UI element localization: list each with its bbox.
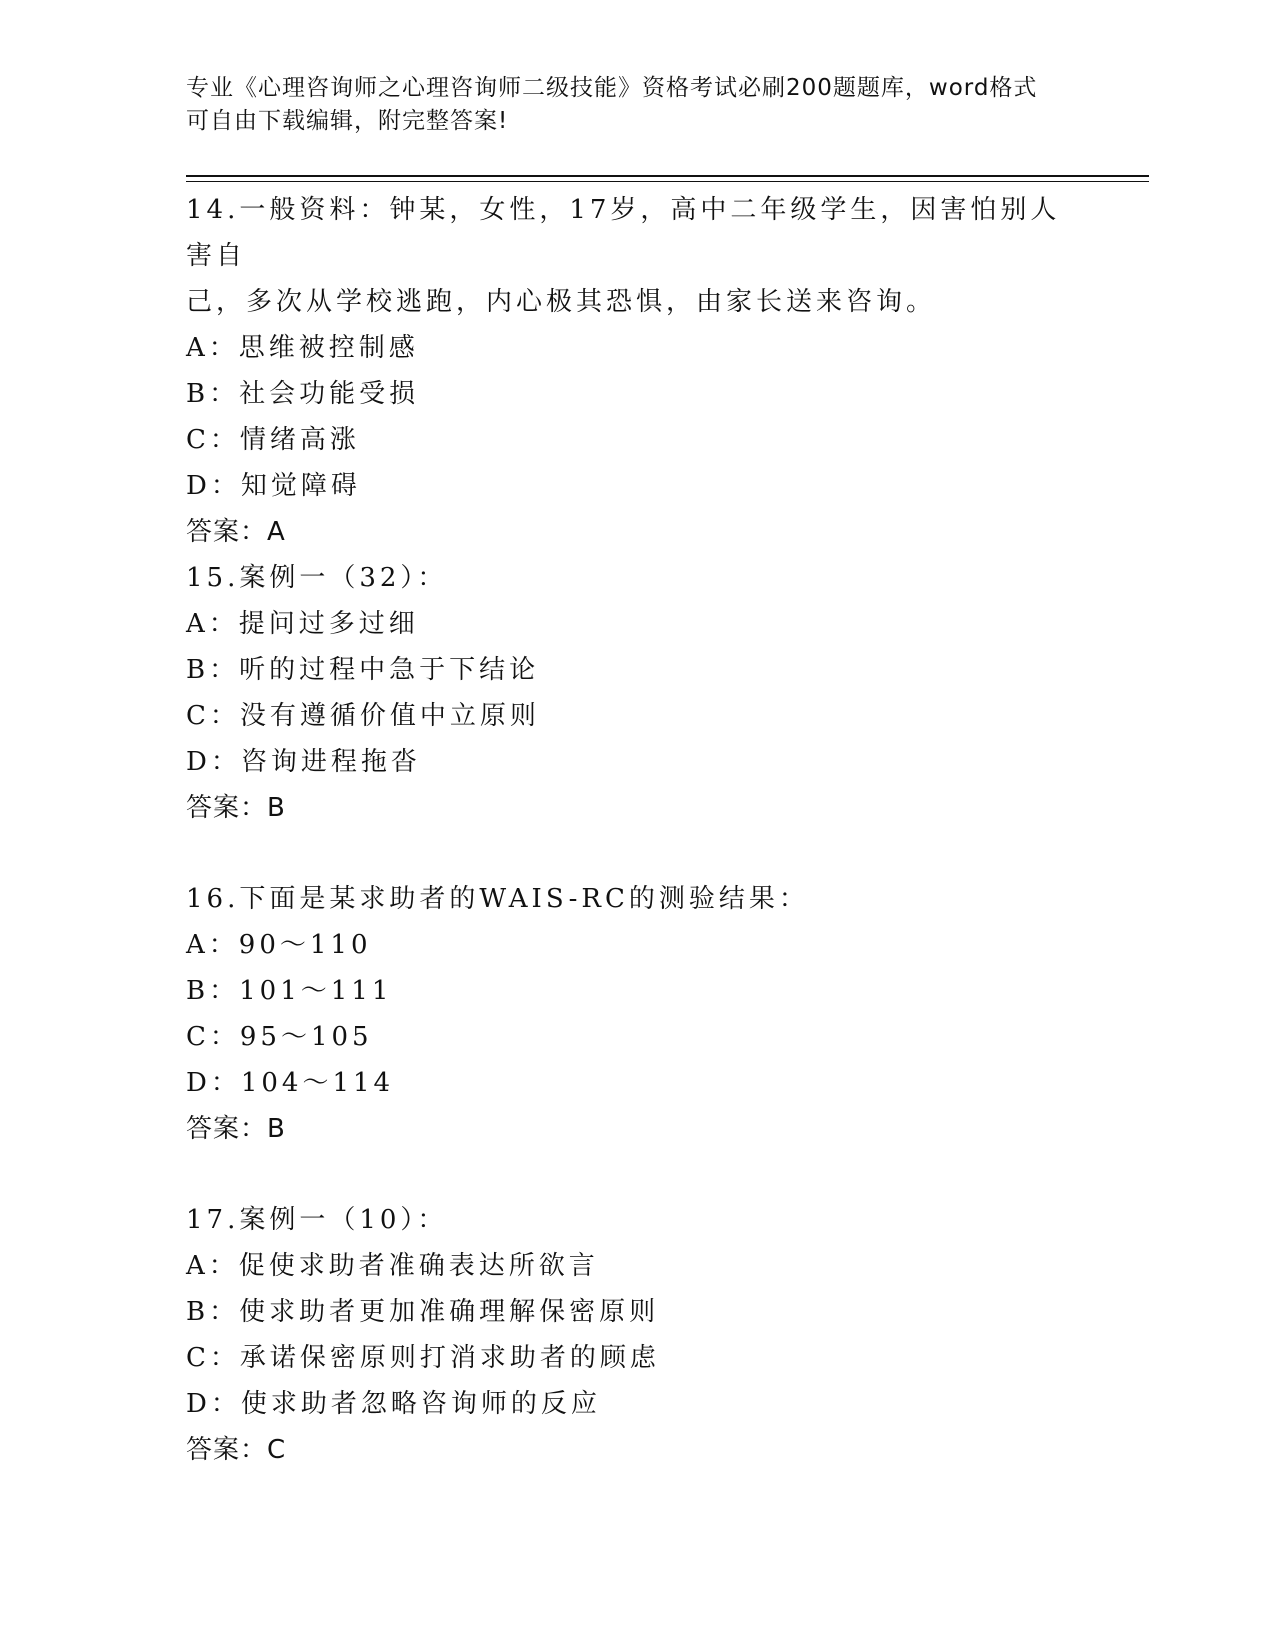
header-line-2: 可自由下载编辑，附完整答案! [186, 108, 509, 134]
option-c: C：95～105 [186, 1022, 373, 1052]
question-stem-continued: 己，多次从学校逃跑，内心极其恐惧，由家长送来咨询。 [186, 287, 937, 317]
question-16 [186, 876, 1086, 1152]
option-d: D：使求助者忽略咨询师的反应 [186, 1389, 601, 1419]
answer: 答案：B [186, 793, 286, 823]
option-d: D：104～114 [186, 1068, 395, 1098]
header-rule-thick [186, 175, 1149, 177]
answer: 答案：A [186, 517, 286, 547]
header-rule-thin [186, 181, 1149, 182]
option-b: B：使求助者更加准确理解保密原则 [186, 1297, 660, 1327]
answer: 答案：C [186, 1435, 287, 1465]
question-stem: 14.一般资料：钟某，女性，17岁，高中二年级学生，因害怕别人害自 [186, 195, 1061, 271]
option-d: D：知觉障碍 [186, 471, 361, 501]
question-15 [186, 555, 1086, 831]
question-stem: 16.下面是某求助者的WAIS-RC的测验结果： [186, 884, 809, 914]
question-14 [186, 187, 1086, 555]
option-c: C：没有遵循价值中立原则 [186, 701, 540, 731]
option-b: B：听的过程中急于下结论 [186, 655, 540, 685]
option-a: A：90～110 [186, 930, 372, 960]
question-stem: 15.案例一（32）： [186, 563, 448, 593]
option-d: D：咨询进程拖沓 [186, 747, 421, 777]
answer: 答案：B [186, 1114, 286, 1144]
option-a: A：促使求助者准确表达所欲言 [186, 1251, 599, 1281]
question-17 [186, 1197, 1086, 1473]
option-c: C：情绪高涨 [186, 425, 360, 455]
option-a: A：思维被控制感 [186, 333, 419, 363]
question-stem: 17.案例一（10）： [186, 1205, 448, 1235]
option-b: B：101～111 [186, 976, 393, 1006]
option-b: B：社会功能受损 [186, 379, 420, 409]
page-header [186, 72, 1086, 138]
option-a: A：提问过多过细 [186, 609, 419, 639]
option-c: C：承诺保密原则打消求助者的顾虑 [186, 1343, 660, 1373]
header-line-1: 专业《心理咨询师之心理咨询师二级技能》资格考试必刷200题题库，word格式 [186, 75, 1038, 101]
